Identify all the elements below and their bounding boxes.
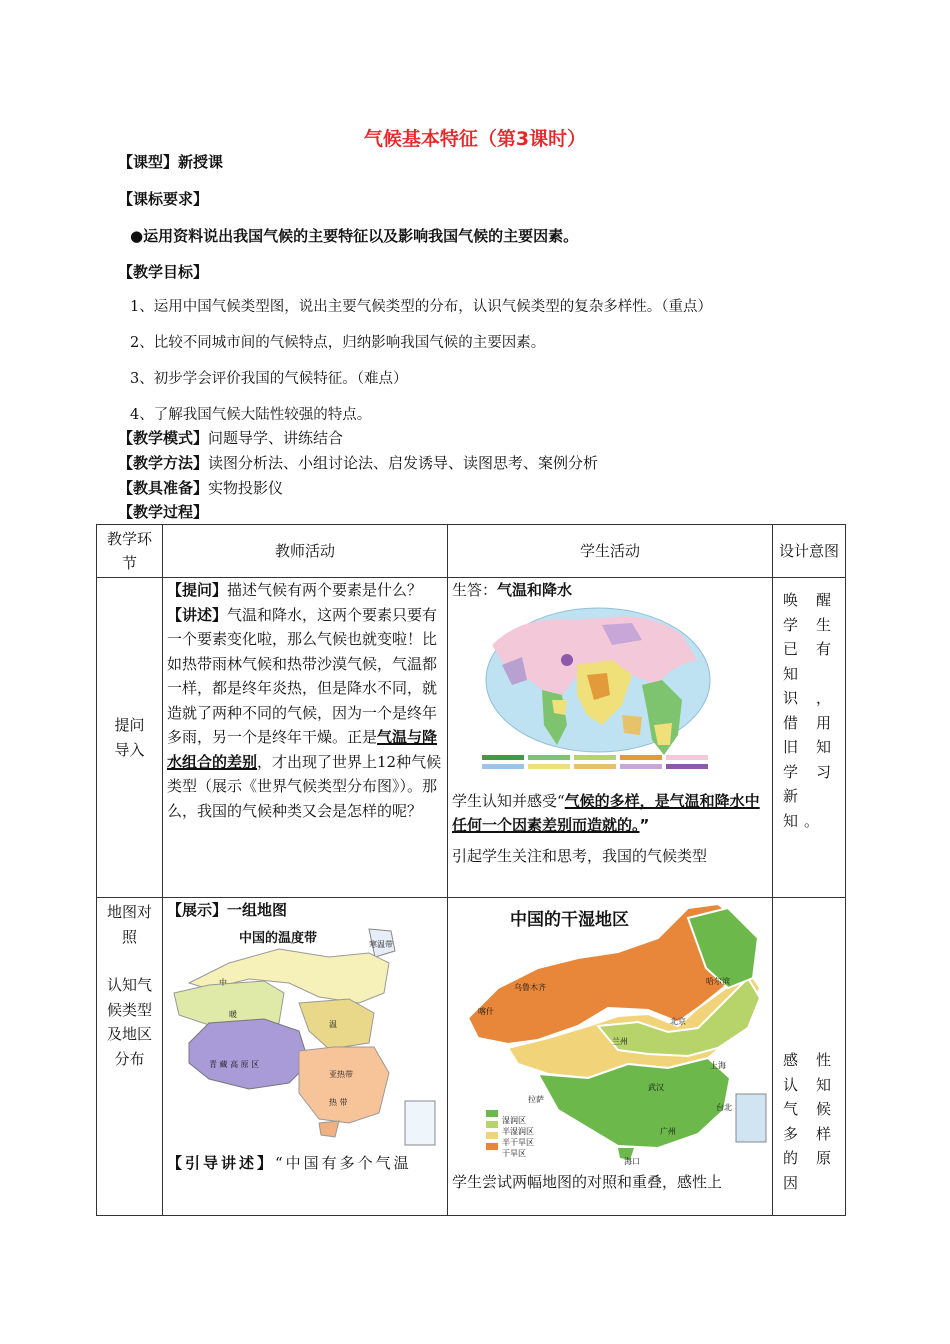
teaching-process-table [96,524,846,1216]
header-student: 学生活动 [448,525,773,578]
table-row [97,898,846,1216]
process-label: 【教学过程】 [118,503,209,521]
objective-item: 2、比较不同城市间的气候特点，归纳影响我国气候的主要因素。 [130,335,546,351]
tools-line: 【教具准备】实物投影仪 [118,479,284,497]
objective-item: 1、运用中国气候类型图，说出主要气候类型的分布，认识气候类型的复杂多样性。（重点） [130,299,712,315]
objective-item: 3、初步学会评价我国的气候特征。（难点） [130,371,408,387]
table-header-row [97,525,846,578]
student-cell: 中国的干湿地区 湿润区 半湿润区 半干旱区 干旱区 乌鲁木齐 哈尔滨 北京 兰州 拉萨 武汉 上海 广州 台北 海口 喀什 学生尝试两幅地图的对照和重叠，感性上 [448,898,773,1216]
world-climate-map [482,605,714,785]
intent-cell: 唤醒学生已有知识，借用旧知学习新知。 [773,578,846,898]
temperature-map-title: 中国的温度带 [239,930,318,946]
table-row [97,578,846,898]
intent-cell: 感性认知气候多样的原因 [773,898,846,1216]
standard-label: 【课标要求】 [118,190,209,208]
world-map-legend [482,755,714,769]
stage-cell: 提问导入 [97,578,163,898]
page-title: 气候基本特征（第3课时） [363,128,587,150]
stage-cell: 地图对照 认知气候类型及地区分布 [97,898,163,1216]
method-line: 【教学方法】读图分析法、小组讨论法、启发诱导、读图思考、案例分析 [118,454,599,472]
dry-wet-region-map: 中国的干湿地区 湿润区 半湿润区 半干旱区 干旱区 乌鲁木齐 哈尔滨 北京 兰州 拉萨 武汉 上海 广州 台北 海口 喀什 [448,898,770,1166]
header-stage: 教学环节 [97,525,163,578]
objective-item: 4、了解我国气候大陆性较强的特点。 [130,407,372,423]
temperature-zone-map: 中国的温度带 寒温带 中 暖 温 青 藏 高 原 区 亚热带 热 带 [169,923,441,1149]
dry-wet-map-title: 中国的干湿地区 [510,910,629,930]
teacher-cell: 【提问】描述气候有两个要素是什么？ 【讲述】气温和降水，这两个要素只要有一个要素变化啦，那么气候也就变啦！比如热带雨林气候和热带沙漠气候，气温都一样，都是终年炎热，但是降水不同，就造就了两种不同的气候，因为一个是终年多雨，另一个是终年干燥。正是气温与降水组合的差别，才出现了世界上12种气候类型（展示《世界气候类型分布图》）。那么，我国的气候种类又会是怎样的呢？ [163,578,448,898]
teacher-cell: 【展示】一组地图 中国的温度带 寒温带 中 暖 温 青 藏 高 原 区 亚热带 热 带 【引导讲述】“中国有多个气温 [163,898,448,1216]
standard-text: ●运用资料说出我国气候的主要特征以及影响我国气候的主要因素。 [130,227,579,245]
header-intent: 设计意图 [773,525,846,578]
course-type-line: 【课型】新授课 [118,153,224,171]
mode-line: 【教学模式】问题导学、讲练结合 [118,429,344,447]
objectives-label: 【教学目标】 [118,263,209,281]
student-cell: 生答：气温和降水 学生认知并感受“气候的多样，是气温和降水中任何一个因素差别而造就的。” 引起学生关注和思考，我国的气候类型 [448,578,773,898]
header-teacher: 教师活动 [163,525,448,578]
